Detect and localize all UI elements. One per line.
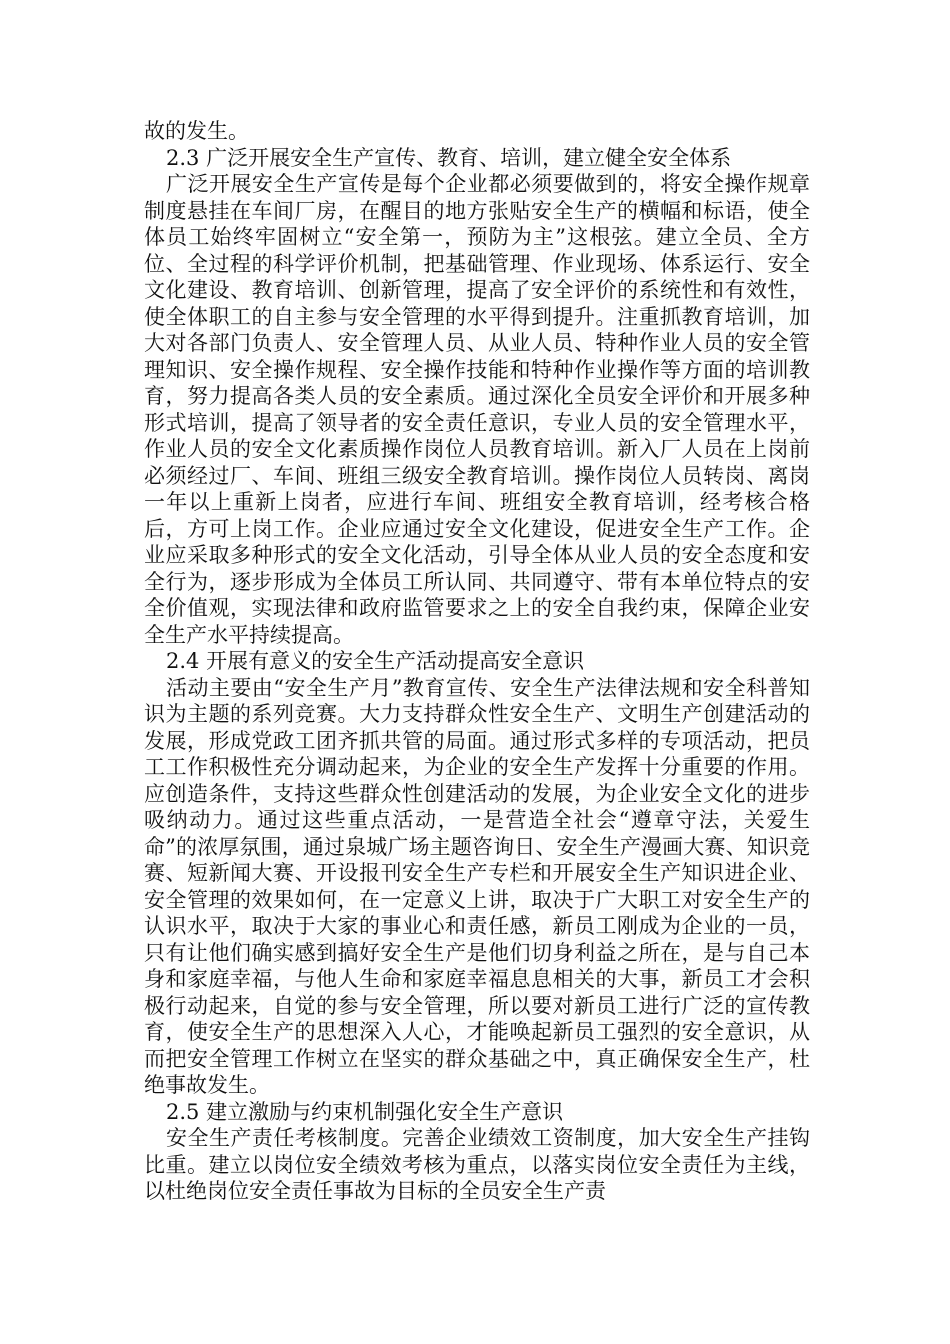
document-page bbox=[144, 118, 810, 1205]
section-heading-2-5: 2.5 建立激励与约束机制强化安全生产意识 bbox=[166, 1099, 564, 1124]
section-paragraph-2-4: 活动主要由“安全生产月”教育宣传、安全生产法律法规和安全科普知识为主题的系列竞赛。大力支持群众性安全生产、文明生产创建活动的发展，形成党政工团齐抓共管的局面。通过形式多样的专项活动，把员工工作积极性充分调动起来，为企业的安全生产发挥十分重要的作用。应创造条件，支持这些群众性创建活动的发展，为企业安全文化的进步吸纳动力。通过这些重点活动，一是营造全社会“遵章守法，关爱生命”的浓厚氛围，通过泉城广场主题咨询日、安全生产漫画大赛、知识竞赛、短新闻大赛、开设报刊安全生产专栏和开展安全生产知识进企业、安全管理的效果如何，在一定意义上讲，取决于广大职工对安全生产的认识水平，取决于大家的事业心和责任感，新员工刚成为企业的一员，只有让他们确实感到搞好安全生产是他们切身利益之所在，是与自己本身和家庭幸福，与他人生命和家庭幸福息息相关的大事，新员工才会积极行动起来，自觉的参与安全管理，所以要对新员工进行广泛的宣传教育，使安全生产的思想深入人心，才能唤起新员工强烈的安全意识，从而把安全管理工作树立在坚实的群众基础之中，真正确保安全生产，杜绝事故发生。 bbox=[144, 675, 810, 1097]
section-heading-2-3: 2.3 广泛开展安全生产宣传、教育、培训，建立健全安全体系 bbox=[166, 145, 732, 170]
section-paragraph-2-5: 安全生产责任考核制度。完善企业绩效工资制度，加大安全生产挂钩比重。建立以岗位安全绩效考核为重点，以落实岗位安全责任为主线，以杜绝岗位安全责任事故为目标的全员安全生产责 bbox=[144, 1126, 810, 1203]
section-paragraph-2-3: 广泛开展安全生产宣传是每个企业都必须要做到的，将安全操作规章制度悬挂在车间厂房，在醒目的地方张贴安全生产的横幅和标语，使全体员工始终牢固树立“安全第一，预防为主”这根弦。建立全员、全方位、全过程的科学评价机制，把基础管理、作业现场、体系运行、安全文化建设、教育培训、创新管理，提高了安全评价的系统性和有效性，使全体职工的自主参与安全管理的水平得到提升。注重抓教育培训，加大对各部门负责人、安全管理人员、从业人员、特种作业人员的安全管理知识、安全操作规程、安全操作技能和特种作业操作等方面的培训教育，努力提高各类人员的安全素质。通过深化全员安全评价和开展多种形式培训，提高了领导者的安全责任意识，专业人员的安全管理水平，作业人员的安全文化素质操作岗位人员教育培训。新入厂人员在上岗前必须经过厂、车间、班组三级安全教育培训。操作岗位人员转岗、离岗一年以上重新上岗者，应进行车间、班组安全教育培训，经考核合格后，方可上岗工作。企业应通过安全文化建设，促进安全生产工作。企业应采取多种形式的安全文化活动，引导全体从业人员的安全态度和安全行为，逐步形成为全体员工所认同、共同遵守、带有本单位特点的安全价值观，实现法律和政府监管要求之上的安全自我约束，保障企业安全生产水平持续提高。 bbox=[144, 172, 810, 647]
section-heading-2-4: 2.4 开展有意义的安全生产活动提高安全意识 bbox=[166, 649, 585, 673]
intro-fragment: 故的发生。 bbox=[144, 119, 249, 143]
